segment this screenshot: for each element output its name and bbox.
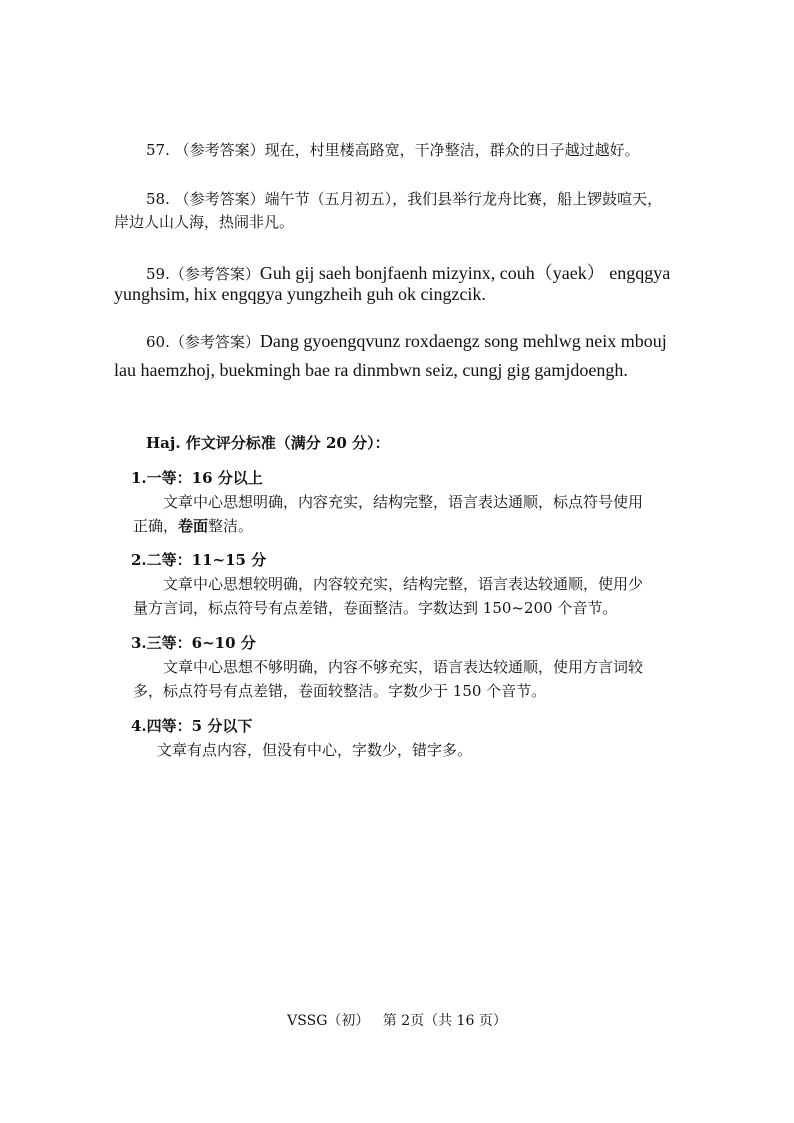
answer-60-line2: lau haemzhoj, buekmingh bae ra dinmbwn seiz, cungj gig gamjdoengh.: [114, 360, 628, 380]
rubric-level-2-line1: 文章中心思想较明确，内容较充实，结构完整，语言表达较通顺，使用少: [163, 575, 644, 593]
rubric-level-3-line2: 多，标点符号有点差错，卷面较整洁。字数少于 150 个音节。: [133, 682, 547, 700]
answer-57: 57. （参考答案）现在，村里楼高路宽，干净整洁，群众的日子越过越好。: [146, 141, 640, 159]
rubric-level-1-title: 1.一等：16 分以上: [131, 469, 263, 487]
rubric-heading: Haj. 作文评分标准（满分 20 分）：: [146, 434, 390, 452]
answer-60-text: Dang gyoengqvunz roxdaengz song mehlwg neix mbouj: [259, 331, 667, 351]
answer-58-line2: 岸边人山人海，热闹非凡。: [114, 213, 295, 231]
answer-60-number: 60.（参考答案）: [146, 333, 260, 351]
answer-59-line1: [146, 259, 670, 285]
rubric-level-3-title: 3.三等：6~10 分: [131, 634, 256, 652]
answer-59-text: Guh gij saeh bonjfaenh mizyinx, couh（yaek） engqgya: [259, 263, 671, 283]
rubric-level-1-text-bold: 卷面: [178, 517, 209, 535]
rubric-level-1-text-c: 整洁。: [208, 517, 254, 535]
rubric-level-1-text-a: 正确，: [133, 517, 179, 535]
rubric-level-1-line2: [133, 515, 253, 536]
answer-60-line1: [146, 331, 667, 352]
answer-59-number: 59.（参考答案）: [146, 265, 260, 283]
page-footer: VSSG（初） 第 2页（共 16 页）: [287, 1013, 507, 1029]
rubric-level-2-line2: 量方言词，标点符号有点差错，卷面整洁。字数达到 150~200 个音节。: [133, 599, 618, 617]
rubric-level-3-line1: 文章中心思想不够明确，内容不够充实，语言表达较通顺，使用方言词较: [163, 658, 644, 676]
answer-58-line1: 58. （参考答案）端午节（五月初五），我们县举行龙舟比赛，船上锣鼓喧天，: [146, 190, 663, 208]
answer-59-line2: yunghsim, hix engqgya yungzheih guh ok cingzcik.: [114, 284, 486, 304]
rubric-level-4-line1: 文章有点内容，但没有中心，字数少，错字多。: [157, 741, 473, 759]
rubric-level-1-line1: 文章中心思想明确，内容充实，结构完整，语言表达通顺，标点符号使用: [163, 493, 644, 511]
rubric-level-4-title: 4.四等：5 分以下: [131, 717, 253, 735]
rubric-level-2-title: 2.二等：11~15 分: [131, 551, 267, 569]
